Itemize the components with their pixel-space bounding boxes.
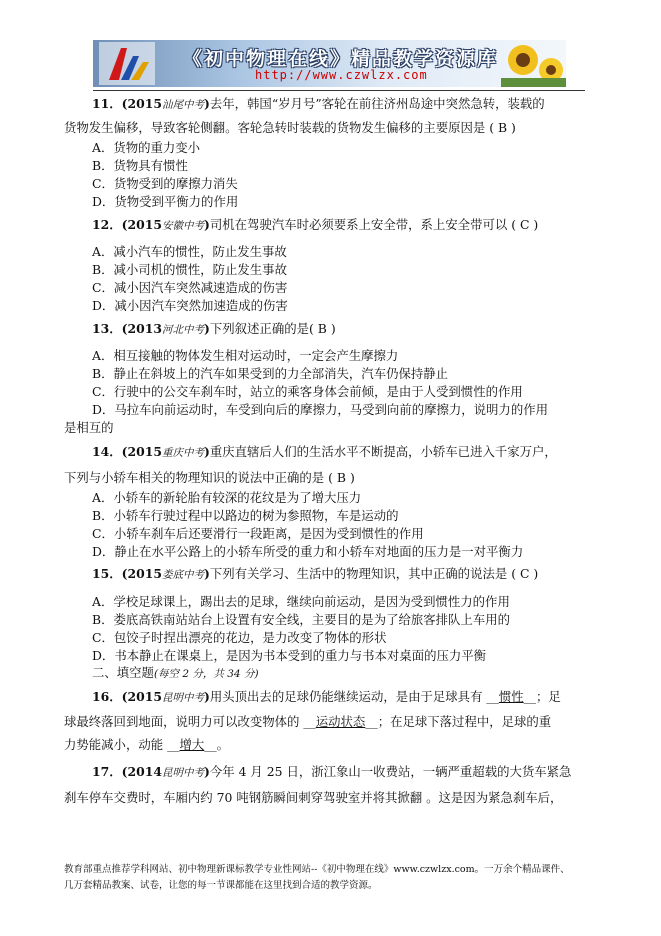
option-14-c: C．小轿车刹车后还要滑行一段距离，是因为受到惯性的作用 <box>92 526 424 541</box>
option-14-d: D．静止在水平公路上的小轿车所受的重力和小轿车对地面的压力是一对平衡力 <box>92 544 524 559</box>
option-14-a: A．小轿车的新轮胎有较深的花纹是为了增大压力 <box>92 490 362 505</box>
question-14-line-1: 14．(2015重庆中考)重庆直辖后人们的生活水平不断提高，小轿车已进入千家万户， <box>92 444 557 459</box>
banner-url: http://www.czwlzx.com <box>255 68 428 82</box>
option-13-c: C．行驶中的公交车刹车时，站立的乘客身体会前倾，是由于人受到惯性的作用 <box>92 384 523 399</box>
option-12-b: B．减小司机的惯性，防止发生事故 <box>92 262 287 277</box>
question-16-line-3: 力势能减小，动能 __增大__。 <box>64 737 230 752</box>
option-11-d: D．货物受到平衡力的作用 <box>92 194 239 209</box>
option-13-d-cont: 是相互的 <box>64 420 114 435</box>
question-15-line-1: 15．(2015娄底中考)下列有关学习、生活中的物理知识，其中正确的说法是 ( C ) <box>92 566 539 581</box>
option-14-b: B．小轿车行驶过程中以路边的树为参照物，车是运动的 <box>92 508 399 523</box>
section-heading: 二、填空题(每空 2 分，共 34 分) <box>92 665 259 680</box>
banner-title: 《初中物理在线》精品教学资源库 <box>183 48 499 70</box>
answer-blank-2: 运动状态 <box>315 714 366 729</box>
header-rule <box>93 90 585 91</box>
option-12-a: A．减小汽车的惯性，防止发生事故 <box>92 244 287 259</box>
option-11-b: B．货物具有惯性 <box>92 158 188 173</box>
question-11-line-2: 货物发生偏移，导致客轮侧翻。客轮急转时装载的货物发生偏移的主要原因是 ( B ) <box>64 120 516 135</box>
footer-line-2: 几万套精品教案、试卷，让您的每一节课都能在这里找到合适的教学资源。 <box>64 880 378 891</box>
option-15-c: C．包饺子时捏出漂亮的花边，是力改变了物体的形状 <box>92 630 387 645</box>
sunflower-icon <box>501 40 566 87</box>
answer-blank-3: 增大 <box>179 737 205 752</box>
option-15-a: A．学校足球课上，踢出去的足球，继续向前运动，是因为受到惯性力的作用 <box>92 594 510 609</box>
option-13-d: D．马拉车向前运动时，车受到向后的摩擦力，马受到向前的摩擦力，说明力的作用 <box>92 402 548 417</box>
option-13-a: A．相互接触的物体发生相对运动时，一定会产生摩擦力 <box>92 348 399 363</box>
question-16-line-1: 16．(2015昆明中考)用头顶出去的足球仍能继续运动，是由于足球具有 __惯性__；足 <box>92 689 561 704</box>
option-15-b: B．娄底高铁南站站台上设置有安全线，主要目的是为了给旅客排队上车用的 <box>92 612 510 627</box>
site-logo-icon <box>99 42 155 85</box>
option-11-a: A．货物的重力变小 <box>92 140 201 155</box>
option-11-c: C．货物受到的摩擦力消失 <box>92 176 238 191</box>
question-17-line-1: 17．(2014昆明中考)今年 4 月 25 日，浙江象山一收费站，一辆严重超载的大货车紧急 <box>92 764 572 779</box>
answer-blank-1: 惯性 <box>498 689 524 704</box>
option-12-d: D．减小因汽车突然加速造成的伤害 <box>92 298 288 313</box>
question-11-line-1: 11．(2015汕尾中考)去年，韩国“岁月号”客轮在前往济州岛途中突然急转，装载的 <box>92 96 545 111</box>
option-15-d: D．书本静止在课桌上，是因为书本受到的重力与书本对桌面的压力平衡 <box>92 648 487 663</box>
question-17-line-2: 刹车停车交费时，车厢内约 70 吨钢筋瞬间刺穿驾驶室并将其掀翻 。这是因为紧急刹车后， <box>64 790 563 805</box>
question-14-line-2: 下列与小轿车相关的物理知识的说法中正确的是 ( B ) <box>64 470 355 485</box>
question-16-line-2: 球最终落回到地面，说明力可以改变物体的 __运动状态__；在足球下落过程中，足球的重 <box>64 714 552 729</box>
question-13-line-1: 13．(2013河北中考)下列叙述正确的是( B ) <box>92 321 336 336</box>
header-banner <box>93 40 566 87</box>
option-13-b: B．静止在斜坡上的汽车如果受到的力全部消失，汽车仍保持静止 <box>92 366 449 381</box>
footer-line-1: 教育部重点推荐学科网站、初中物理新课标教学专业性网站--《初中物理在线》www.czwlzx.com。一万余个精品课件、 <box>64 864 570 875</box>
option-12-c: C．减小因汽车突然减速造成的伤害 <box>92 280 288 295</box>
question-12-line-1: 12．(2015安徽中考)司机在驾驶汽车时必须要系上安全带，系上安全带可以 ( C ) <box>92 217 539 232</box>
